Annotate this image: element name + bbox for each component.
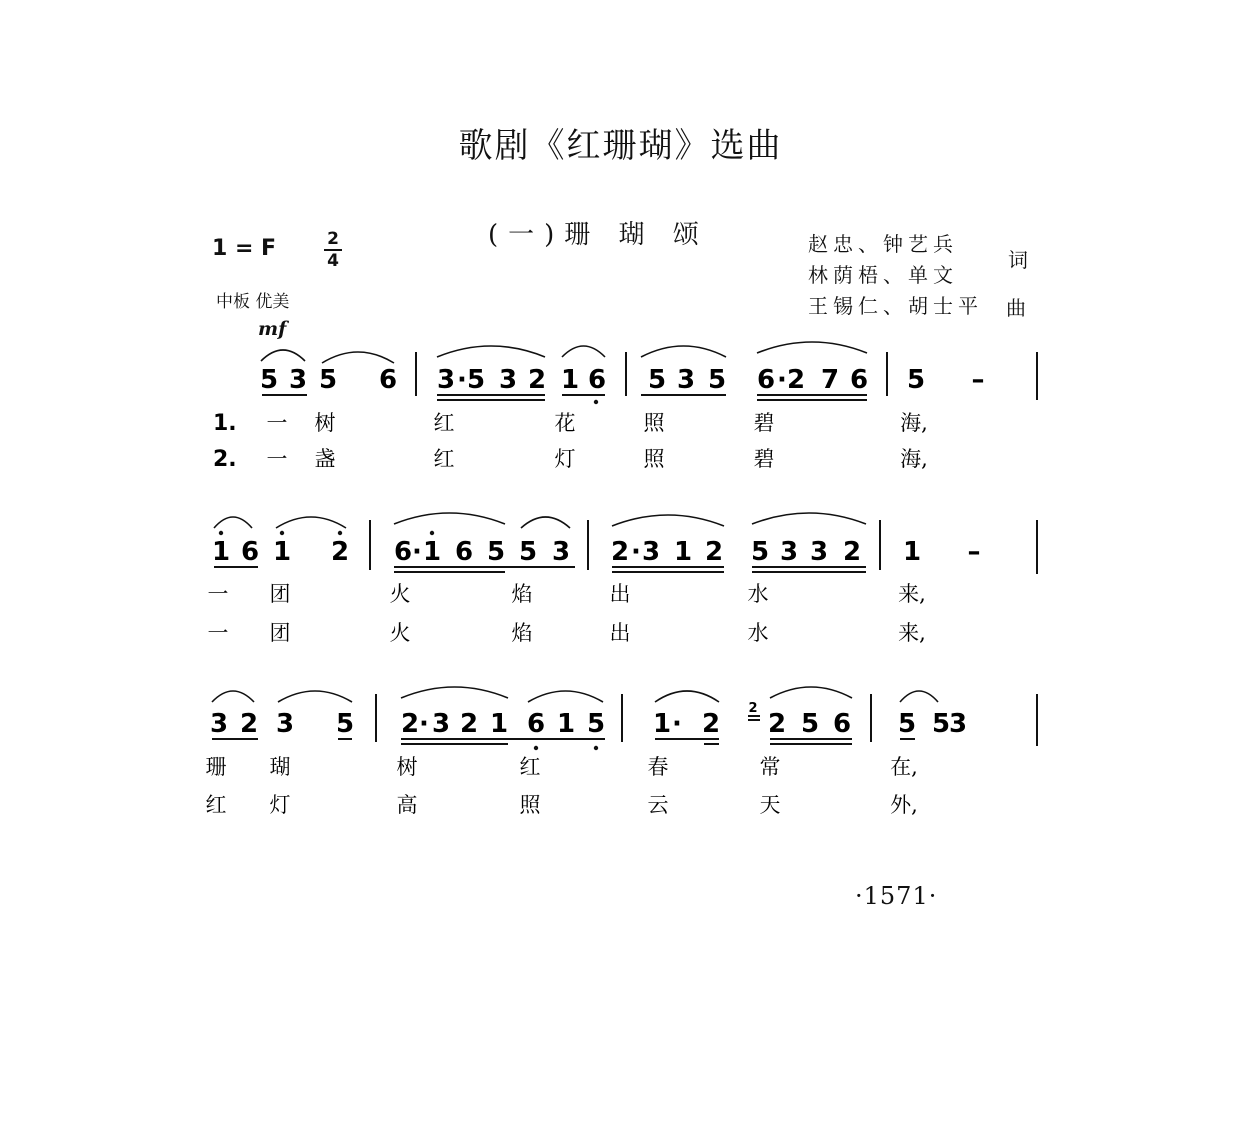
composer-role: 曲	[1006, 296, 1026, 320]
slur	[278, 691, 352, 702]
slur	[562, 346, 605, 357]
jianpu-note: 6	[756, 365, 776, 395]
time-signature-numerator: 2	[327, 229, 339, 249]
jianpu-note: 3	[431, 709, 451, 739]
jianpu-note: ·	[412, 537, 422, 567]
lyric-syllable: 出	[609, 582, 631, 606]
jianpu-note: 2	[701, 709, 721, 739]
jianpu-note: 5	[486, 537, 506, 567]
page-number: ·1571·	[855, 882, 938, 910]
lyric-syllable: 照	[519, 793, 541, 817]
lyric-syllable: 外,	[890, 793, 918, 817]
lyric-syllable: 海,	[900, 447, 928, 471]
verse-number: 2.	[213, 447, 237, 472]
lyric-syllable: 一	[207, 582, 229, 606]
jianpu-note: 3	[551, 537, 571, 567]
lyric-syllable: 火	[389, 621, 411, 645]
slur	[528, 691, 603, 702]
jianpu-note: 3	[498, 365, 518, 395]
octave-dot-low	[534, 746, 538, 750]
lyric-syllable: 一	[266, 411, 288, 435]
lyric-syllable: 树	[314, 411, 336, 435]
song-title: (一)珊 瑚 颂	[488, 220, 709, 250]
jianpu-note: 6	[526, 709, 546, 739]
jianpu-note: 3	[436, 365, 456, 395]
lyric-syllable: 来,	[898, 582, 926, 606]
lyrics-layer	[206, 411, 928, 817]
lyric-syllable: 水	[747, 582, 769, 606]
jianpu-note: ·	[457, 365, 467, 395]
jianpu-note: 5	[707, 365, 727, 395]
jianpu-note: 1	[272, 537, 292, 567]
lyric-syllable: 瑚	[269, 755, 291, 779]
jianpu-note: 1	[489, 709, 509, 739]
octave-dot-high	[219, 531, 223, 535]
slur	[770, 687, 852, 698]
verse-number: 1.	[213, 411, 237, 436]
lyric-syllable: 团	[269, 582, 291, 606]
jianpu-note: 5	[931, 709, 951, 739]
octave-dot-low	[594, 400, 598, 404]
composer-credit: 王锡仁、胡士平	[808, 294, 983, 318]
jianpu-note: 1	[902, 537, 922, 567]
lyric-syllable: 照	[643, 411, 665, 435]
slur	[900, 691, 938, 702]
jianpu-note: 2	[239, 709, 259, 739]
jianpu-note: 1	[652, 709, 672, 739]
lyric-syllable: 焰	[511, 621, 533, 645]
jianpu-note: 6	[849, 365, 869, 395]
jianpu-note: 3	[209, 709, 229, 739]
lyric-syllable: 红	[433, 411, 455, 435]
slur	[401, 687, 508, 698]
jianpu-note: 2	[786, 365, 806, 395]
lyric-syllable: 树	[396, 755, 418, 779]
slur	[655, 691, 719, 702]
slur	[641, 346, 726, 357]
lyric-syllable: 灯	[269, 793, 291, 817]
jianpu-note: –	[967, 537, 981, 567]
lyric-syllable: 碧	[753, 447, 775, 471]
jianpu-note: 6	[240, 537, 260, 567]
jianpu-note: ·	[631, 537, 641, 567]
slur	[212, 691, 254, 702]
lyric-syllable: 焰	[511, 582, 533, 606]
jianpu-note: ·	[777, 365, 787, 395]
jianpu-note: 3	[641, 537, 661, 567]
lyric-syllable: 春	[647, 755, 669, 779]
lyric-syllable: 盏	[314, 447, 336, 471]
key-signature: 1 = F	[212, 236, 277, 261]
lyricist-credit-2: 林荫梧、单文	[808, 263, 958, 287]
jianpu-note: 1	[556, 709, 576, 739]
jianpu-note: ·	[419, 709, 429, 739]
lyric-syllable: 水	[747, 621, 769, 645]
jianpu-note: 5	[259, 365, 279, 395]
lyric-syllable: 在,	[890, 755, 918, 779]
jianpu-note: 2	[459, 709, 479, 739]
jianpu-note: 1	[673, 537, 693, 567]
lyric-syllable: 天	[759, 793, 781, 817]
lyric-syllable: 高	[396, 793, 418, 817]
jianpu-note: 5	[800, 709, 820, 739]
slur	[437, 346, 545, 357]
jianpu-note: 3	[779, 537, 799, 567]
lyric-syllable: 红	[519, 755, 541, 779]
tempo-marking: 中板 优美	[216, 292, 290, 312]
jianpu-note: 2	[527, 365, 547, 395]
jianpu-note: 5	[318, 365, 338, 395]
octave-dot-low	[594, 746, 598, 750]
lyric-syllable: 一	[207, 621, 229, 645]
slur	[612, 515, 724, 526]
lyric-syllable: 云	[647, 793, 669, 817]
jianpu-note: 2	[842, 537, 862, 567]
slur	[261, 350, 305, 361]
jianpu-note: 1	[560, 365, 580, 395]
lyric-syllable: 红	[433, 447, 455, 471]
lyric-syllable: 火	[389, 582, 411, 606]
jianpu-note: 5	[586, 709, 606, 739]
slur	[214, 517, 252, 528]
lyric-syllable: 团	[269, 621, 291, 645]
slur	[276, 517, 346, 528]
lyric-syllable: 珊	[205, 755, 227, 779]
jianpu-note: 5	[750, 537, 770, 567]
jianpu-note: 5	[518, 537, 538, 567]
jianpu-note: 1	[211, 537, 231, 567]
jianpu-note: ·	[672, 709, 682, 739]
octave-dot-high	[280, 531, 284, 535]
lyric-syllable: 灯	[554, 447, 576, 471]
lyric-syllable: 来,	[898, 621, 926, 645]
jianpu-note: 3	[676, 365, 696, 395]
lyricist-credit: 赵忠、钟艺兵	[808, 232, 958, 256]
jianpu-note: 6	[393, 537, 413, 567]
jianpu-note: 6	[378, 365, 398, 395]
dynamic-marking: mf	[258, 318, 287, 340]
slur	[757, 342, 867, 353]
octave-dot-high	[430, 531, 434, 535]
jianpu-note: 6	[454, 537, 474, 567]
jianpu-note: 6	[832, 709, 852, 739]
grace-note: 2	[748, 701, 758, 716]
lyric-syllable: 照	[643, 447, 665, 471]
jianpu-note: 3	[948, 709, 968, 739]
lyric-syllable: 出	[609, 621, 631, 645]
slur	[322, 352, 394, 363]
jianpu-note: 2	[330, 537, 350, 567]
slur	[521, 517, 570, 528]
jianpu-note: 5	[335, 709, 355, 739]
jianpu-note: 7	[820, 365, 840, 395]
page-title: 歌剧《红珊瑚》选曲	[458, 126, 783, 166]
jianpu-note: 3	[809, 537, 829, 567]
slur	[752, 513, 866, 524]
jianpu-note: 5	[647, 365, 667, 395]
jianpu-note: 2	[400, 709, 420, 739]
lyric-syllable: 碧	[753, 411, 775, 435]
lyric-syllable: 花	[554, 411, 576, 435]
jianpu-note: 1	[422, 537, 442, 567]
jianpu-note: 2	[610, 537, 630, 567]
jianpu-note: 5	[906, 365, 926, 395]
lyric-syllable: 红	[205, 793, 227, 817]
jianpu-note: –	[971, 365, 985, 395]
lyric-syllable: 海,	[900, 411, 928, 435]
lyric-syllable: 常	[759, 755, 781, 779]
jianpu-note: 2	[704, 537, 724, 567]
jianpu-note: 2	[767, 709, 787, 739]
jianpu-note: 6	[587, 365, 607, 395]
octave-dot-high	[338, 531, 342, 535]
jianpu-note: 3	[275, 709, 295, 739]
time-signature-denominator: 4	[327, 251, 339, 271]
jianpu-note: 5	[897, 709, 917, 739]
lyric-syllable: 一	[266, 447, 288, 471]
jianpu-note: 5	[466, 365, 486, 395]
slur	[394, 513, 505, 524]
lyricist-role: 词	[1008, 248, 1028, 272]
jianpu-note: 3	[288, 365, 308, 395]
